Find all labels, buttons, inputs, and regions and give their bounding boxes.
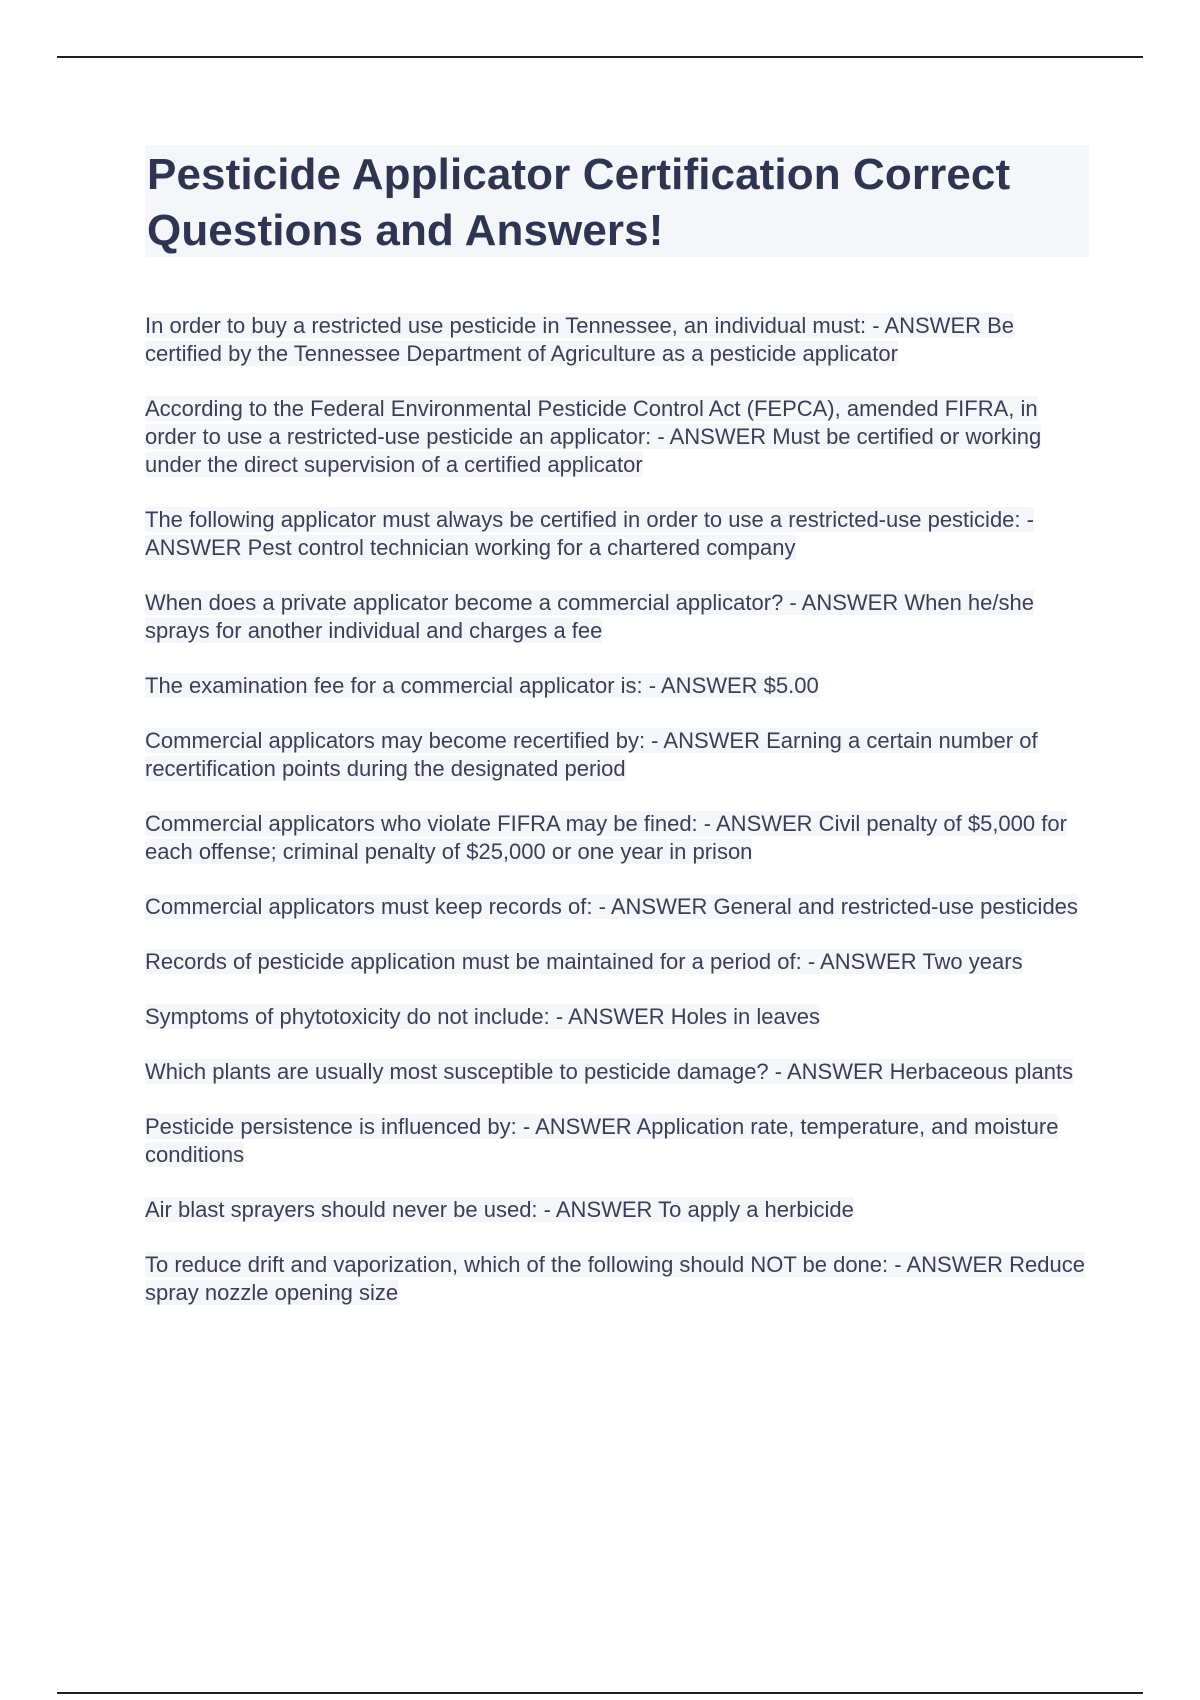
qa-item-text: Commercial applicators who violate FIFRA may be fined: - ANSWER Civil penalty of $5,000 for each offense; criminal penalty of $25,000 or one year in prison <box>145 811 1067 864</box>
qa-item <box>145 395 1095 479</box>
qa-item <box>145 1196 1095 1224</box>
qa-item-text: Pesticide persistence is influenced by: - ANSWER Application rate, temperature, and moisture conditions <box>145 1114 1059 1167</box>
qa-item <box>145 672 1095 700</box>
qa-item <box>145 506 1095 562</box>
qa-item-text: The examination fee for a commercial applicator is: - ANSWER $5.00 <box>145 673 819 698</box>
qa-item <box>145 1058 1095 1086</box>
qa-item-text: To reduce drift and vaporization, which of the following should NOT be done: - ANSWER Reduce spray nozzle opening size <box>145 1252 1085 1305</box>
qa-item <box>145 1113 1095 1169</box>
qa-item <box>145 948 1095 976</box>
top-divider <box>57 56 1143 58</box>
qa-item-text: The following applicator must always be certified in order to use a restricted-use pesticide: - ANSWER Pest control technician working for a chartered company <box>145 507 1034 560</box>
title-block <box>145 145 1089 257</box>
qa-item-text: In order to buy a restricted use pesticide in Tennessee, an individual must: - ANSWER Be certified by the Tennessee Department of Agriculture as a pesticide applicator <box>145 313 1015 366</box>
qa-list <box>145 312 1095 1334</box>
qa-item-text: Which plants are usually most susceptible to pesticide damage? - ANSWER Herbaceous plants <box>145 1059 1074 1084</box>
bottom-divider <box>57 1692 1143 1694</box>
page-title: Pesticide Applicator Certification Correct Questions and Answers! <box>147 150 1011 255</box>
qa-item-text: Records of pesticide application must be maintained for a period of: - ANSWER Two years <box>145 949 1023 974</box>
qa-item-text: Commercial applicators must keep records of: - ANSWER General and restricted-use pesticides <box>145 894 1078 919</box>
qa-item <box>145 893 1095 921</box>
qa-item <box>145 589 1095 645</box>
qa-item-text: Commercial applicators may become recertified by: - ANSWER Earning a certain number of recertification points during the designated period <box>145 728 1038 781</box>
qa-item <box>145 810 1095 866</box>
qa-item-text: Air blast sprayers should never be used: - ANSWER To apply a herbicide <box>145 1197 854 1222</box>
qa-item <box>145 1003 1095 1031</box>
qa-item <box>145 1251 1095 1307</box>
qa-item-text: Symptoms of phytotoxicity do not include: - ANSWER Holes in leaves <box>145 1004 820 1029</box>
qa-item-text: When does a private applicator become a commercial applicator? - ANSWER When he/she sprays for another individual and charges a fee <box>145 590 1034 643</box>
qa-item <box>145 312 1095 368</box>
qa-item <box>145 727 1095 783</box>
qa-item-text: According to the Federal Environmental Pesticide Control Act (FEPCA), amended FIFRA, in order to use a restricted-use pesticide an applicator: - ANSWER Must be certified or working under the direct supervision of a certified applicator <box>145 396 1042 477</box>
